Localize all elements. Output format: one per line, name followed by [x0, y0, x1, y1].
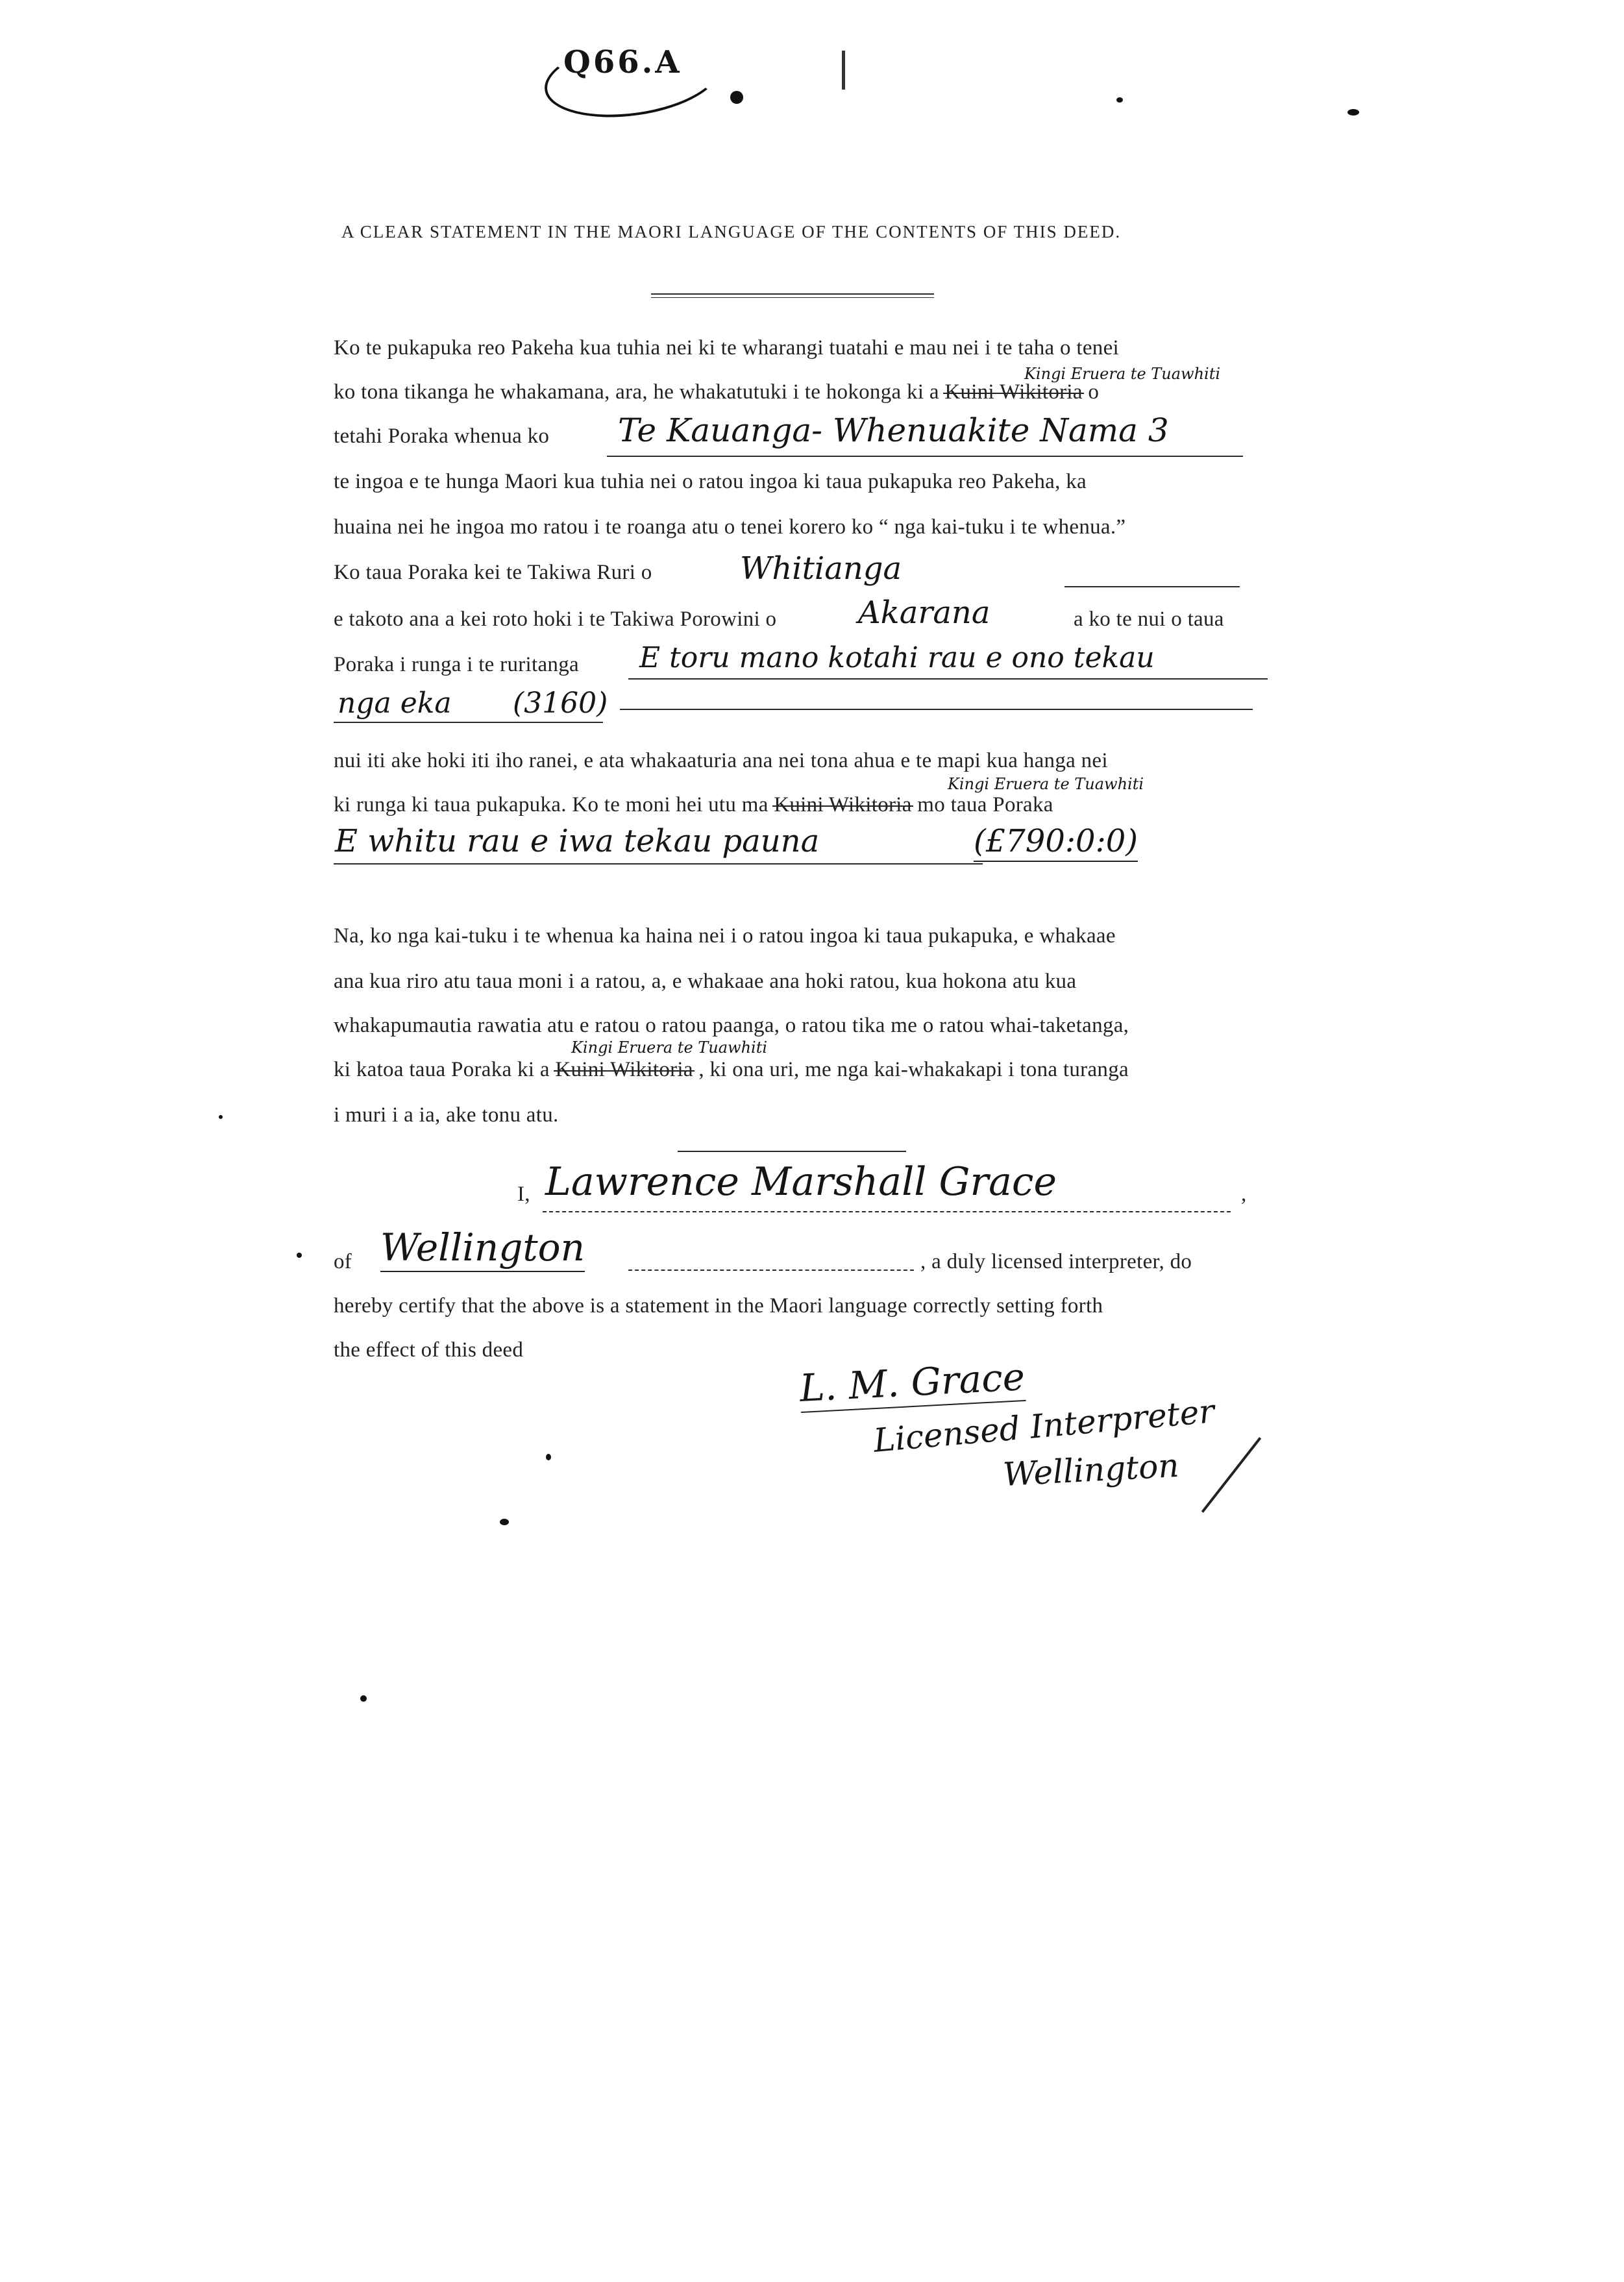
section-divider	[678, 1151, 906, 1152]
signature-flourish	[1201, 1437, 1261, 1513]
para1-line-7-tail: a ko te nui o taua	[1074, 607, 1224, 631]
scan-speck	[360, 1695, 367, 1702]
certificate-line-3: the effect of this deed	[334, 1338, 524, 1362]
price-in-words: E whitu rau e iwa tekau pauna	[335, 823, 820, 859]
para1-line-2	[334, 380, 1099, 404]
signature-title: Licensed Interpreter	[872, 1392, 1216, 1460]
place-line	[628, 1270, 914, 1271]
area-line-3	[620, 709, 1253, 710]
certificate-line-2: hereby certify that the above is a statement in the Maori language correctly setting forth	[334, 1294, 1103, 1318]
scan-speck	[297, 1253, 302, 1258]
scan-speck	[1116, 97, 1123, 103]
area-figure: (3160)	[513, 687, 608, 720]
para1-line-11a: ki runga ki taua pukapuka. Ko te moni hei utu ma	[334, 793, 769, 816]
para1-line-2b: o	[1088, 380, 1100, 404]
price-line	[334, 863, 983, 865]
para1-line-1: Ko te pukapuka reo Pakeha kua tuhia nei ki te wharangi tuatahi e mau nei i te taha o tenei	[334, 336, 1119, 360]
struck-name-2: Kuini Wikitoria	[774, 793, 912, 816]
para1-line-10: nui iti ake hoki iti iho ranei, e ata whakaaturia ana nei tona ahua e te mapi kua hanga nei	[334, 749, 1108, 772]
para2-line-2: ana kua riro atu taua moni i a ratou, a, e whakaae ana hoki ratou, kua hokona atu kua	[334, 970, 1077, 993]
price-figure: (£790:0:0)	[974, 823, 1138, 862]
struck-name-3: Kuini Wikitoria	[555, 1058, 693, 1081]
inserted-name-2: Kingi Eruera te Tuawhiti	[948, 775, 1144, 793]
block-name: Te Kauanga- Whenuakite Nama 3	[618, 411, 1169, 449]
para2-line-4	[334, 1058, 1129, 1082]
area-in-words-1: E toru mano kotahi rau e ono tekau	[639, 641, 1155, 674]
para1-line-11b: mo taua Poraka	[917, 793, 1053, 816]
para1-line-2a: ko tona tikanga he whakamana, ara, he whakatutuki i te hokonga ki a	[334, 380, 939, 404]
para1-line-6-label: Ko taua Poraka kei te Takiwa Ruri o	[334, 561, 652, 584]
para1-line-7-label: e takoto ana a kei roto hoki i te Takiwa Porowini o	[334, 607, 777, 631]
interpreter-place: Wellington	[380, 1225, 585, 1272]
inserted-name-1: Kingi Eruera te Tuawhiti	[1024, 365, 1221, 383]
scan-speck	[219, 1115, 223, 1119]
struck-name-1: Kuini Wikitoria	[944, 380, 1083, 404]
heading-divider-2	[651, 297, 934, 298]
scan-speck	[546, 1454, 551, 1460]
name-line	[543, 1211, 1231, 1212]
para1-line-3-label: tetahi Poraka whenua ko	[334, 424, 550, 448]
certificate-comma: ,	[1241, 1183, 1247, 1206]
province: Akarana	[858, 595, 990, 631]
para2-line-4b: , ki ona uri, me nga kai-whakakapi i tona turanga	[698, 1058, 1129, 1081]
scan-speck	[500, 1519, 509, 1525]
ink-blot	[730, 91, 743, 104]
para1-line-8-label: Poraka i runga i te ruritanga	[334, 653, 579, 676]
inserted-name-3: Kingi Eruera te Tuawhiti	[571, 1038, 768, 1057]
signature-place: Wellington	[1002, 1446, 1180, 1494]
scan-speck	[1347, 109, 1359, 116]
pencil-mark	[842, 51, 845, 90]
para2-line-1: Na, ko nga kai-tuku i te whenua ka haina nei i o ratou ingoa ki taua pukapuka, e whakaae	[334, 924, 1116, 948]
para2-line-5: i muri i a ia, ake tonu atu.	[334, 1103, 559, 1127]
interpreter-name: Lawrence Marshall Grace	[545, 1159, 1057, 1205]
survey-district: Whitianga	[740, 550, 902, 587]
block-name-line	[607, 456, 1243, 457]
area-line-2	[334, 722, 603, 723]
area-line-1	[628, 678, 1268, 680]
heading-divider	[651, 293, 934, 295]
certificate-of-label: of	[334, 1250, 352, 1273]
document-heading: A CLEAR STATEMENT IN THE MAORI LANGUAGE OF THE CONTENTS OF THIS DEED.	[341, 222, 1122, 241]
para2-line-4a: ki katoa taua Poraka ki a	[334, 1058, 550, 1081]
area-in-words-2: nga eka	[338, 687, 452, 720]
para2-line-3: whakapumautia rawatia atu e ratou o ratou paanga, o ratou tika me o ratou whai-taketanga,	[334, 1014, 1129, 1037]
certificate-line-1: , a duly licensed interpreter, do	[920, 1250, 1192, 1273]
survey-district-line	[1064, 586, 1240, 587]
para1-line-4: te ingoa e te hunga Maori kua tuhia nei o ratou ingoa ki taua pukapuka reo Pakeha, ka	[334, 470, 1087, 493]
para1-line-5: huaina nei he ingoa mo ratou i te roanga atu o tenei korero ko “ nga kai-tuku i te whenua.”	[334, 515, 1126, 539]
certificate-i-label: I,	[517, 1183, 530, 1206]
signature-name: L. M. Grace	[798, 1355, 1026, 1413]
reference-number: Q66.A	[563, 44, 682, 80]
para1-line-11	[334, 793, 1053, 817]
